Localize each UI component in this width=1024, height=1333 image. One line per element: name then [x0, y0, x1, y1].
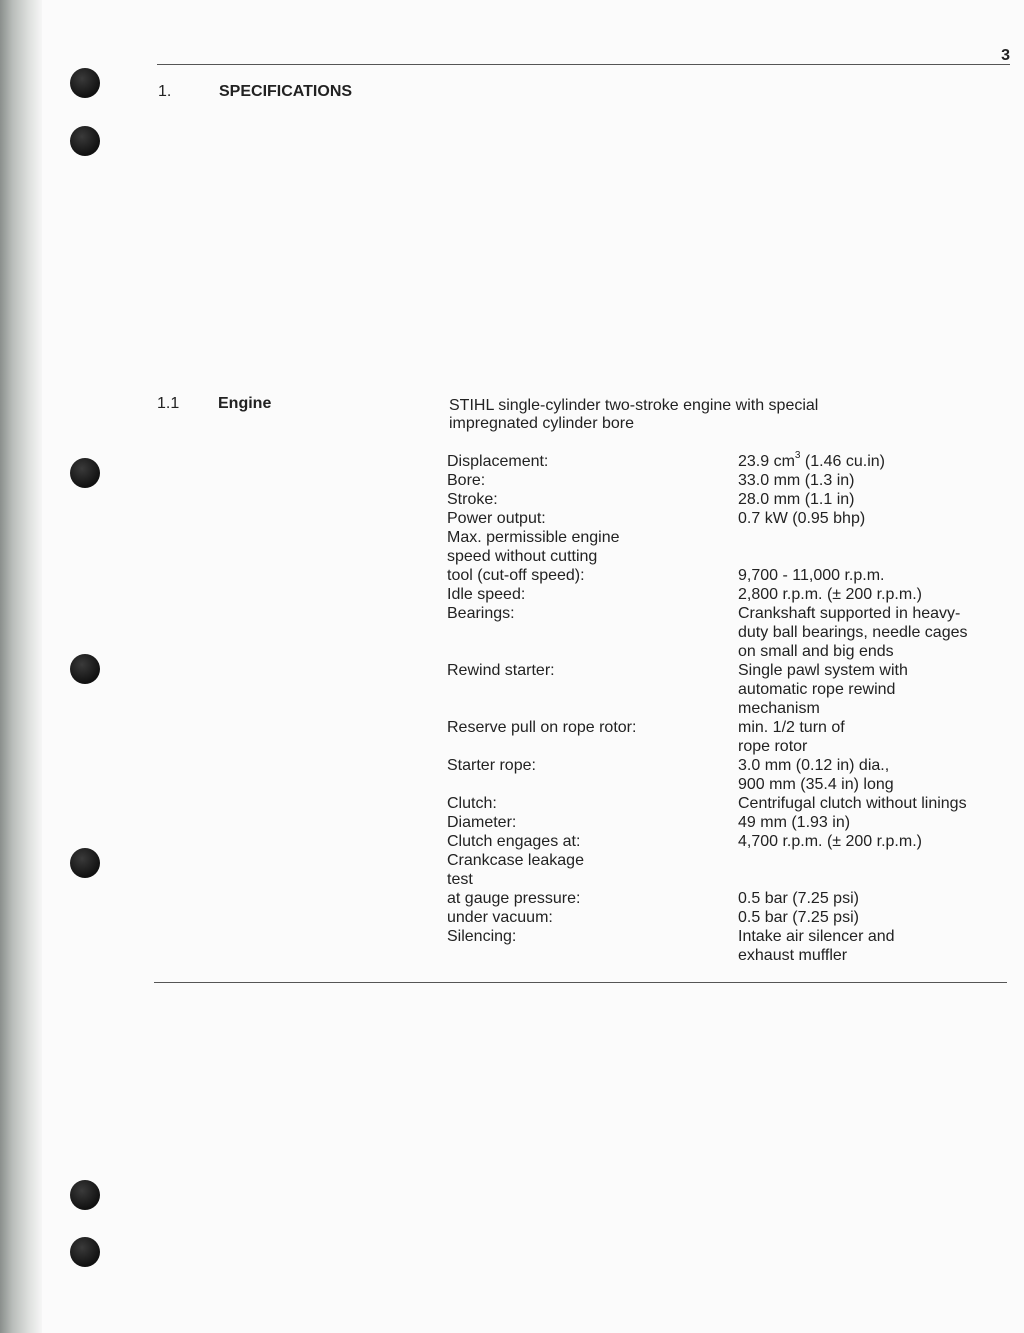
- spec-row-silencing: [447, 927, 1007, 965]
- spec-value: 0.5 bar (7.25 psi): [738, 909, 859, 926]
- punch-hole: [70, 1237, 100, 1267]
- spec-row-bore: [447, 471, 1007, 490]
- spec-label: Starter rope:: [447, 757, 536, 774]
- engine-description: [449, 397, 869, 433]
- spec-value: Intake air silencer and exhaust muffler: [738, 928, 895, 964]
- spec-label: Rewind starter:: [447, 662, 555, 679]
- spec-label: Bore:: [447, 472, 486, 489]
- spec-value: 23.9 $cm^3$ (1.46 cu.in): [738, 449, 885, 470]
- intro-line: impregnated cylinder bore: [449, 415, 634, 432]
- intro-line: STIHL single-cylinder two-stroke engine with special: [449, 397, 819, 414]
- punch-hole: [70, 1180, 100, 1210]
- spec-label: Crankcase leakage test: [447, 852, 584, 888]
- spec-label: Bearings:: [447, 605, 515, 622]
- spec-row-reserve-pull: [447, 718, 1007, 756]
- spec-value: Crankshaft supported in heavy- duty ball bearings, needle cages on small and big ends: [738, 605, 968, 660]
- spec-label: Diameter:: [447, 814, 517, 831]
- spec-value: 0.5 bar (7.25 psi): [738, 890, 859, 907]
- header-rule: [157, 64, 1010, 65]
- spec-label: Power output:: [447, 510, 546, 527]
- spec-row-stroke: [447, 490, 1007, 509]
- spec-row-clutch-engages: [447, 832, 1007, 851]
- footer-rule: [154, 982, 1007, 983]
- spec-row-max-speed: [447, 528, 1007, 585]
- spec-label: Stroke:: [447, 491, 498, 508]
- spec-row-vacuum: [447, 908, 1007, 927]
- spec-row-leakage-test: [447, 851, 1007, 889]
- spec-value: 28.0 mm (1.1 in): [738, 491, 855, 508]
- spec-row-idle: [447, 585, 1007, 604]
- page-number: 3: [1001, 47, 1010, 64]
- subsection-number: 1.1: [157, 395, 180, 412]
- spec-label: Clutch:: [447, 795, 497, 812]
- spec-row-gauge-pressure: [447, 889, 1007, 908]
- spec-value: 2,800 r.p.m. (± 200 r.p.m.): [738, 586, 922, 603]
- spec-value: 0.7 kW (0.95 bhp): [738, 510, 866, 527]
- spec-row-diameter: [447, 813, 1007, 832]
- spec-value: Centrifugal clutch without linings: [738, 795, 967, 812]
- section-title: SPECIFICATIONS: [219, 83, 353, 100]
- spec-row-bearings: [447, 604, 1007, 661]
- punch-hole: [70, 458, 100, 488]
- spec-row-power: [447, 509, 1007, 528]
- spec-label: Clutch engages at:: [447, 833, 581, 850]
- spec-value: Single pawl system with automatic rope rewind mechanism: [738, 662, 908, 717]
- spec-label: under vacuum:: [447, 909, 553, 926]
- spec-value: 4,700 r.p.m. (± 200 r.p.m.): [738, 833, 922, 850]
- spec-label: Silencing:: [447, 928, 517, 945]
- section-number: 1.: [158, 83, 172, 100]
- spec-value: 9,700 - 11,000 r.p.m.: [738, 567, 885, 584]
- spec-label: Max. permissible engine speed without cutting tool (cut-off speed):: [447, 529, 620, 584]
- spec-value: 33.0 mm (1.3 in): [738, 472, 855, 489]
- subsection-title: Engine: [218, 395, 272, 412]
- spec-value: min. 1/2 turn of rope rotor: [738, 719, 845, 755]
- spec-value: 3.0 mm (0.12 in) dia., 900 mm (35.4 in) long: [738, 757, 894, 793]
- spec-label: Displacement:: [447, 453, 549, 470]
- punch-hole: [70, 848, 100, 878]
- binding-edge: [0, 0, 42, 1333]
- spec-value: 49 mm (1.93 in): [738, 814, 851, 831]
- punch-hole: [70, 68, 100, 98]
- spec-row-clutch: [447, 794, 1007, 813]
- spec-label: at gauge pressure:: [447, 890, 581, 907]
- spec-row-rewind-starter: [447, 661, 1007, 718]
- punch-hole: [70, 126, 100, 156]
- spec-table: [447, 449, 1007, 965]
- spec-row-displacement: [447, 449, 1007, 471]
- punch-hole: [70, 654, 100, 684]
- spec-label: Reserve pull on rope rotor:: [447, 719, 637, 736]
- spec-row-starter-rope: [447, 756, 1007, 794]
- spec-label: Idle speed:: [447, 586, 526, 603]
